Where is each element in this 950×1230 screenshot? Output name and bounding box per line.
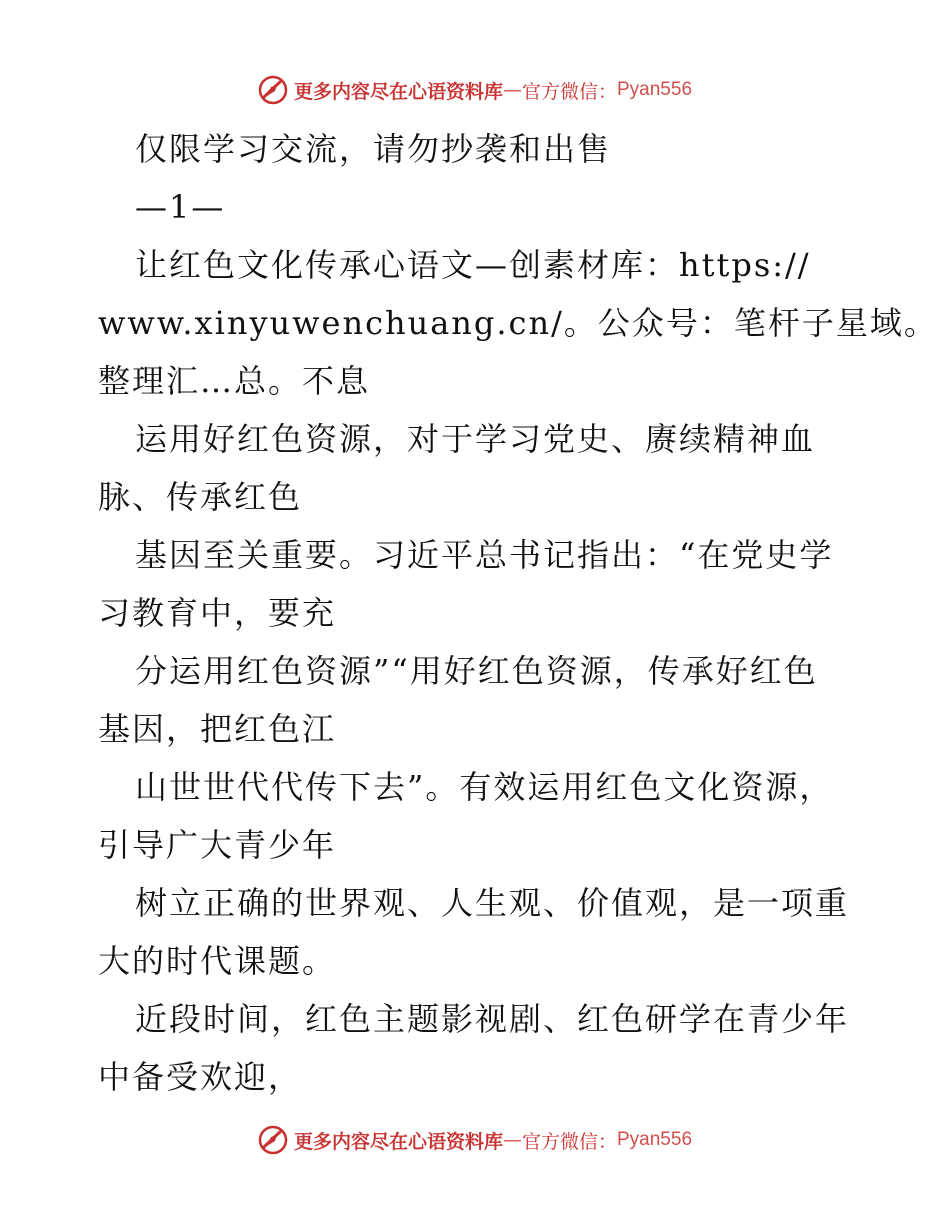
text-line: 脉、传承红色 [98,478,303,516]
text-line: 引导广大青少年 [98,826,337,864]
document-body [98,120,938,1106]
banner-wechat-id: Pyan556 [617,79,693,100]
text-line: 仅限学习交流，请勿抄袭和出售 [135,130,612,168]
text-line: 基因，把红色江 [98,710,337,748]
url-line: www.xinyuwenchuang.cn/。公众号：笔杆子星域。 [98,304,938,342]
header-banner [0,70,950,110]
text-line: 山世世代代传下去”。有效运用红色文化资源， [135,768,834,806]
text-line: 运用好红色资源，对于学习党史、赓续精神血 [135,420,816,458]
text-line: 习教育中，要充 [98,594,337,632]
banner-main-text: 更多内容尽在心语资料库 [293,1130,503,1153]
text-line: 中备受欢迎， [98,1058,303,1096]
banner-label: 官方微信： [521,80,617,103]
text-line: 近段时间，红色主题影视剧、红色研学在青少年 [135,1000,850,1038]
page-number-line: —1— [135,188,226,226]
text-line: 让红色文化传承心语文—创素材库：https:// [135,246,811,284]
text-line: 分运用红色资源”“用好红色资源，传承好红色 [135,652,818,690]
text-line: 树立正确的世界观、人生观、价值观，是一项重 [135,884,850,922]
banner-dash: — [502,1129,522,1151]
pen-logo-icon [258,1125,288,1155]
banner-label: 官方微信： [521,1130,617,1153]
banner-wechat-id: Pyan556 [617,1129,693,1150]
banner-dash: — [502,79,522,101]
pen-logo-icon [258,75,288,105]
text-line: 整理汇…总。不息 [98,362,371,400]
banner-main-text: 更多内容尽在心语资料库 [293,80,503,103]
text-line: 基因至关重要。习近平总书记指出：“在党史学 [135,536,834,574]
text-line: 大的时代课题。 [98,942,337,980]
footer-banner [0,1120,950,1160]
